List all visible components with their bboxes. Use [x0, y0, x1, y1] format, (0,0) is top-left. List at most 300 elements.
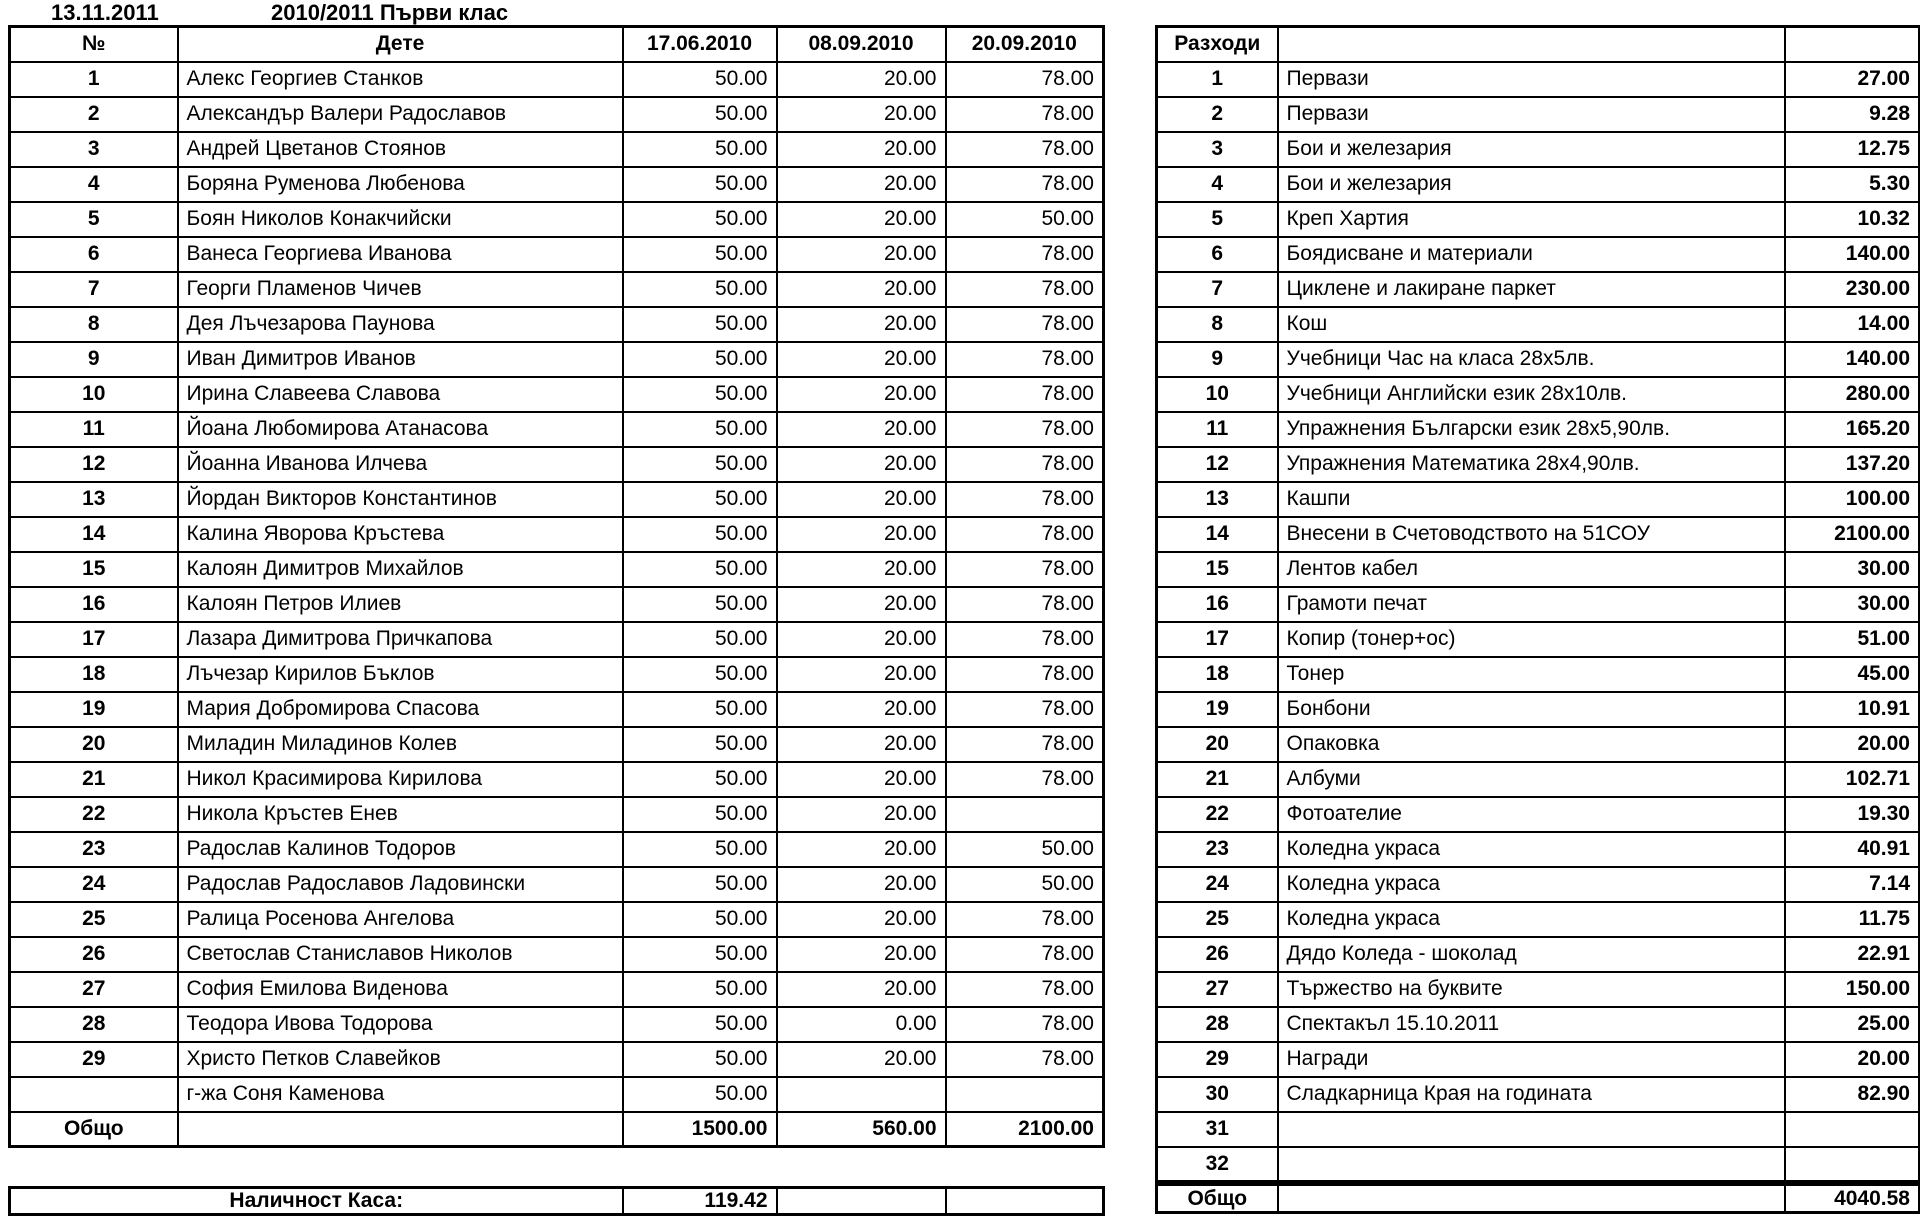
payment-cell-date-3: 78.00 [946, 622, 1104, 657]
payment-cell-date-2: 0.00 [777, 1007, 946, 1042]
expense-amount-cell: 280.00 [1785, 377, 1920, 412]
expense-amount-cell: 30.00 [1785, 587, 1920, 622]
expense-number-cell: 4 [1157, 167, 1278, 202]
payment-cell-date-2: 20.00 [777, 202, 946, 237]
student-number-cell: 27 [10, 972, 178, 1007]
expense-amount-cell: 100.00 [1785, 482, 1920, 517]
expense-amount-cell: 140.00 [1785, 237, 1920, 272]
expense-amount-cell: 10.91 [1785, 692, 1920, 727]
student-name-cell: Йордан Викторов Константинов [178, 482, 623, 517]
payment-cell-date-1: 50.00 [623, 307, 777, 342]
student-row [10, 202, 1104, 237]
expense-description-cell: Кашпи [1278, 482, 1785, 517]
payment-cell-date-2: 20.00 [777, 307, 946, 342]
expense-description-cell: Бои и железария [1278, 132, 1785, 167]
expense-row [1157, 447, 1920, 482]
payment-cell-date-1: 50.00 [623, 552, 777, 587]
expense-amount-cell [1785, 1147, 1920, 1182]
student-name-cell: София Емилова Виденова [178, 972, 623, 1007]
payment-cell-date-1: 50.00 [623, 342, 777, 377]
expense-description-cell: Опаковка [1278, 727, 1785, 762]
student-number-cell: 4 [10, 167, 178, 202]
student-number-cell: 26 [10, 937, 178, 972]
expense-row [1157, 377, 1920, 412]
payment-cell-date-2: 20.00 [777, 622, 946, 657]
payment-cell-date-3: 78.00 [946, 412, 1104, 447]
payment-cell-date-2: 20.00 [777, 482, 946, 517]
payment-cell-date-3: 78.00 [946, 552, 1104, 587]
expense-row [1157, 307, 1920, 342]
student-number-cell: 15 [10, 552, 178, 587]
expense-row [1157, 342, 1920, 377]
student-name-cell: Калоян Петров Илиев [178, 587, 623, 622]
payment-cell-date-3: 78.00 [946, 692, 1104, 727]
payment-cell-date-3: 78.00 [946, 167, 1104, 202]
expense-amount-cell: 30.00 [1785, 552, 1920, 587]
students-header-row [10, 27, 1104, 62]
expense-row [1157, 797, 1920, 832]
student-row [10, 237, 1104, 272]
student-name-cell: Андрей Цветанов Стоянов [178, 132, 623, 167]
page-title: 2010/2011 Първи клас [271, 0, 509, 25]
expense-number-cell: 21 [1157, 762, 1278, 797]
student-name-cell: Калина Яворова Кръстева [178, 517, 623, 552]
expense-description-cell: Внесени в Счетоводството на 51СОУ [1278, 517, 1785, 552]
expense-number-cell: 25 [1157, 902, 1278, 937]
student-row [10, 727, 1104, 762]
student-row [10, 622, 1104, 657]
student-number-cell: 9 [10, 342, 178, 377]
payment-cell-date-1: 50.00 [623, 902, 777, 937]
student-number-cell: 17 [10, 622, 178, 657]
expense-row [1157, 412, 1920, 447]
expense-amount-cell: 10.32 [1785, 202, 1920, 237]
payment-cell-date-1: 50.00 [623, 657, 777, 692]
payment-cell-date-2: 20.00 [777, 517, 946, 552]
student-name-cell: Алекс Георгиев Станков [178, 62, 623, 97]
expense-description-cell: Тонер [1278, 657, 1785, 692]
payment-cell-date-3: 78.00 [946, 902, 1104, 937]
student-row [10, 692, 1104, 727]
expense-description-cell: Албуми [1278, 762, 1785, 797]
student-row [10, 377, 1104, 412]
student-number-cell: 29 [10, 1042, 178, 1077]
student-row [10, 412, 1104, 447]
student-number-cell: 23 [10, 832, 178, 867]
students-total-date-3: 2100.00 [946, 1112, 1104, 1147]
payment-cell-date-2: 20.00 [777, 377, 946, 412]
expense-row [1157, 587, 1920, 622]
col-header-child-name: Дете [178, 27, 623, 62]
payment-cell-date-1: 50.00 [623, 482, 777, 517]
expense-number-cell: 1 [1157, 62, 1278, 97]
expense-number-cell: 11 [1157, 412, 1278, 447]
payment-cell-date-3: 78.00 [946, 517, 1104, 552]
expense-amount-cell: 22.91 [1785, 937, 1920, 972]
expense-number-cell: 7 [1157, 272, 1278, 307]
expense-number-cell: 10 [1157, 377, 1278, 412]
expense-row [1157, 727, 1920, 762]
student-row [10, 762, 1104, 797]
payment-cell-date-3: 78.00 [946, 307, 1104, 342]
expense-amount-cell: 11.75 [1785, 902, 1920, 937]
expense-number-cell: 23 [1157, 832, 1278, 867]
student-row [10, 587, 1104, 622]
expense-description-cell: Первази [1278, 97, 1785, 132]
expense-amount-cell: 7.14 [1785, 867, 1920, 902]
student-number-cell: 10 [10, 377, 178, 412]
expense-number-cell: 15 [1157, 552, 1278, 587]
expenses-header-empty-amount [1785, 27, 1920, 62]
expense-amount-cell: 102.71 [1785, 762, 1920, 797]
expense-description-cell: Упражнения Български език 28х5,90лв. [1278, 412, 1785, 447]
student-row [10, 447, 1104, 482]
expense-number-cell: 14 [1157, 517, 1278, 552]
expense-description-cell: Кош [1278, 307, 1785, 342]
col-header-date-2: 08.09.2010 [777, 27, 946, 62]
payment-cell-date-2: 20.00 [777, 97, 946, 132]
students-total-date-1: 1500.00 [623, 1112, 777, 1147]
student-number-cell: 3 [10, 132, 178, 167]
student-name-cell: Христо Петков Славейков [178, 1042, 623, 1077]
payment-cell-date-3: 78.00 [946, 62, 1104, 97]
student-name-cell: Светослав Станиславов Николов [178, 937, 623, 972]
expense-row [1157, 482, 1920, 517]
student-name-cell: Лъчезар Кирилов Бъклов [178, 657, 623, 692]
expense-number-cell: 30 [1157, 1077, 1278, 1112]
payment-cell-date-3: 78.00 [946, 587, 1104, 622]
expense-description-cell: Дядо Коледа - шоколад [1278, 937, 1785, 972]
student-number-cell: 24 [10, 867, 178, 902]
expense-description-cell: Первази [1278, 62, 1785, 97]
student-name-cell: Мария Добромирова Спасова [178, 692, 623, 727]
student-row [10, 832, 1104, 867]
student-row [10, 132, 1104, 167]
student-number-cell: 11 [10, 412, 178, 447]
expense-row [1157, 762, 1920, 797]
expense-number-cell: 12 [1157, 447, 1278, 482]
student-name-cell: Александър Валери Радославов [178, 97, 623, 132]
expense-number-cell: 28 [1157, 1007, 1278, 1042]
payment-cell-date-2: 20.00 [777, 762, 946, 797]
expense-amount-cell: 230.00 [1785, 272, 1920, 307]
expense-number-cell: 8 [1157, 307, 1278, 342]
expense-amount-cell: 165.20 [1785, 412, 1920, 447]
payment-cell-date-3 [946, 1077, 1104, 1112]
expense-amount-cell: 2100.00 [1785, 517, 1920, 552]
payment-cell-date-2: 20.00 [777, 972, 946, 1007]
payment-cell-date-1: 50.00 [623, 62, 777, 97]
student-number-cell: 14 [10, 517, 178, 552]
student-name-cell: Радослав Радославов Ладовински [178, 867, 623, 902]
student-number-cell: 2 [10, 97, 178, 132]
payment-cell-date-1: 50.00 [623, 377, 777, 412]
payment-cell-date-3: 78.00 [946, 132, 1104, 167]
payment-cell-date-2: 20.00 [777, 1042, 946, 1077]
student-name-cell: Ванеса Георгиева Иванова [178, 237, 623, 272]
student-number-cell: 21 [10, 762, 178, 797]
student-row [10, 482, 1104, 517]
payment-cell-date-1: 50.00 [623, 867, 777, 902]
student-name-cell: Иван Димитров Иванов [178, 342, 623, 377]
expense-amount-cell: 51.00 [1785, 622, 1920, 657]
student-row [10, 62, 1104, 97]
expense-row [1157, 167, 1920, 202]
payment-cell-date-2: 20.00 [777, 132, 946, 167]
student-row [10, 272, 1104, 307]
payment-cell-date-2: 20.00 [777, 797, 946, 832]
expense-number-cell: 13 [1157, 482, 1278, 517]
expense-row [1157, 622, 1920, 657]
expense-row [1157, 97, 1920, 132]
cash-balance-empty-2 [946, 1188, 1104, 1215]
student-name-cell: Миладин Миладинов Колев [178, 727, 623, 762]
expense-amount-cell: 12.75 [1785, 132, 1920, 167]
expense-description-cell: Коледна украса [1278, 867, 1785, 902]
expense-description-cell: Тържество на буквите [1278, 972, 1785, 1007]
expenses-total-empty [1278, 1185, 1785, 1213]
expenses-total-label: Общо [1157, 1185, 1278, 1213]
expense-description-cell: Фотоателие [1278, 797, 1785, 832]
expense-amount-cell: 19.30 [1785, 797, 1920, 832]
payment-cell-date-1: 50.00 [623, 1042, 777, 1077]
cash-balance-row [10, 1188, 1104, 1215]
expense-number-cell: 16 [1157, 587, 1278, 622]
payment-cell-date-3: 78.00 [946, 727, 1104, 762]
payment-cell-date-3: 78.00 [946, 447, 1104, 482]
expense-amount-cell: 9.28 [1785, 97, 1920, 132]
expense-description-cell: Бои и железария [1278, 167, 1785, 202]
expense-number-cell: 29 [1157, 1042, 1278, 1077]
expense-row [1157, 972, 1920, 1007]
expense-row [1157, 202, 1920, 237]
student-number-cell: 16 [10, 587, 178, 622]
student-name-cell: Йоанна Иванова Илчева [178, 447, 623, 482]
expenses-table [1155, 25, 1920, 1183]
student-name-cell: Радослав Калинов Тодоров [178, 832, 623, 867]
student-number-cell: 28 [10, 1007, 178, 1042]
cash-balance-value: 119.42 [623, 1188, 777, 1215]
expense-amount-cell: 45.00 [1785, 657, 1920, 692]
student-row [10, 1007, 1104, 1042]
payment-cell-date-1: 50.00 [623, 937, 777, 972]
payment-cell-date-2: 20.00 [777, 167, 946, 202]
expense-number-cell: 24 [1157, 867, 1278, 902]
expense-number-cell: 20 [1157, 727, 1278, 762]
student-name-cell: Йоана Любомирова Атанасова [178, 412, 623, 447]
payment-cell-date-3: 78.00 [946, 342, 1104, 377]
expense-description-cell: Учебници Час на класа 28х5лв. [1278, 342, 1785, 377]
payment-cell-date-1: 50.00 [623, 167, 777, 202]
student-name-cell: Боян Николов Конакчийски [178, 202, 623, 237]
expense-amount-cell [1785, 1112, 1920, 1147]
expense-amount-cell: 25.00 [1785, 1007, 1920, 1042]
expense-row [1157, 62, 1920, 97]
student-name-cell: Боряна Руменова Любенова [178, 167, 623, 202]
students-total-date-2: 560.00 [777, 1112, 946, 1147]
expense-row [1157, 132, 1920, 167]
payment-cell-date-1: 50.00 [623, 972, 777, 1007]
payment-cell-date-1: 50.00 [623, 587, 777, 622]
student-name-cell: Лазара Димитрова Причкапова [178, 622, 623, 657]
expense-amount-cell: 27.00 [1785, 62, 1920, 97]
payment-cell-date-3: 78.00 [946, 377, 1104, 412]
payment-cell-date-2: 20.00 [777, 657, 946, 692]
expense-description-cell: Циклене и лакиране паркет [1278, 272, 1785, 307]
payment-cell-date-2: 20.00 [777, 62, 946, 97]
expense-number-cell: 2 [1157, 97, 1278, 132]
expense-row [1157, 937, 1920, 972]
payment-cell-date-3: 78.00 [946, 1042, 1104, 1077]
student-row [10, 1042, 1104, 1077]
payment-cell-date-2: 20.00 [777, 902, 946, 937]
payment-cell-date-1: 50.00 [623, 412, 777, 447]
payment-cell-date-3: 50.00 [946, 202, 1104, 237]
expense-amount-cell: 140.00 [1785, 342, 1920, 377]
student-number-cell: 1 [10, 62, 178, 97]
expense-row [1157, 657, 1920, 692]
expense-number-cell: 9 [1157, 342, 1278, 377]
payment-cell-date-1: 50.00 [623, 97, 777, 132]
expense-number-cell: 27 [1157, 972, 1278, 1007]
payment-cell-date-3: 78.00 [946, 937, 1104, 972]
student-number-cell: 5 [10, 202, 178, 237]
expense-number-cell: 6 [1157, 237, 1278, 272]
expense-row [1157, 1112, 1920, 1147]
payment-cell-date-2: 20.00 [777, 342, 946, 377]
payment-cell-date-3: 78.00 [946, 272, 1104, 307]
expense-amount-cell: 14.00 [1785, 307, 1920, 342]
expense-description-cell [1278, 1112, 1785, 1147]
payment-cell-date-1: 50.00 [623, 797, 777, 832]
student-number-cell: 18 [10, 657, 178, 692]
expense-row [1157, 1007, 1920, 1042]
expenses-total-amount: 4040.58 [1785, 1185, 1920, 1213]
payment-cell-date-1: 50.00 [623, 272, 777, 307]
payment-cell-date-1: 50.00 [623, 762, 777, 797]
payment-cell-date-3: 78.00 [946, 657, 1104, 692]
student-number-cell: 20 [10, 727, 178, 762]
expense-amount-cell: 20.00 [1785, 1042, 1920, 1077]
expense-row [1157, 867, 1920, 902]
student-row [10, 797, 1104, 832]
col-header-date-3: 20.09.2010 [946, 27, 1104, 62]
payment-cell-date-2: 20.00 [777, 692, 946, 727]
expenses-total-table [1155, 1183, 1920, 1214]
payment-cell-date-2: 20.00 [777, 832, 946, 867]
student-name-cell: Калоян Димитров Михайлов [178, 552, 623, 587]
expense-row [1157, 517, 1920, 552]
expense-description-cell: Упражнения Математика 28х4,90лв. [1278, 447, 1785, 482]
payment-cell-date-2: 20.00 [777, 447, 946, 482]
expense-amount-cell: 150.00 [1785, 972, 1920, 1007]
student-row [10, 937, 1104, 972]
expense-description-cell: Копир (тонер+ос) [1278, 622, 1785, 657]
student-number-cell: 25 [10, 902, 178, 937]
expense-description-cell: Боядисване и материали [1278, 237, 1785, 272]
expense-amount-cell: 82.90 [1785, 1077, 1920, 1112]
expense-row [1157, 1077, 1920, 1112]
expense-description-cell: Учебници Английски език 28х10лв. [1278, 377, 1785, 412]
payment-cell-date-2: 20.00 [777, 552, 946, 587]
payment-cell-date-1: 50.00 [623, 202, 777, 237]
student-name-cell: Ралица Росенова Ангелова [178, 902, 623, 937]
student-row [10, 552, 1104, 587]
payment-cell-date-1: 50.00 [623, 1007, 777, 1042]
students-total-empty [178, 1112, 623, 1147]
expense-description-cell: Коледна украса [1278, 832, 1785, 867]
student-row [10, 97, 1104, 132]
student-row [10, 972, 1104, 1007]
expense-number-cell: 19 [1157, 692, 1278, 727]
payment-cell-date-2: 20.00 [777, 867, 946, 902]
payment-cell-date-1: 50.00 [623, 517, 777, 552]
student-number-cell: 19 [10, 692, 178, 727]
students-total-label: Общо [10, 1112, 178, 1147]
student-name-cell: Никола Кръстев Енев [178, 797, 623, 832]
report-date: 13.11.2011 [51, 0, 159, 25]
expense-number-cell: 31 [1157, 1112, 1278, 1147]
payment-cell-date-3: 50.00 [946, 867, 1104, 902]
payment-cell-date-3: 78.00 [946, 1007, 1104, 1042]
student-number-cell: 12 [10, 447, 178, 482]
student-number-cell [10, 1077, 178, 1112]
expense-number-cell: 3 [1157, 132, 1278, 167]
student-number-cell: 13 [10, 482, 178, 517]
expense-description-cell: Лентов кабел [1278, 552, 1785, 587]
expense-number-cell: 26 [1157, 937, 1278, 972]
expense-description-cell [1278, 1147, 1785, 1182]
expense-number-cell: 18 [1157, 657, 1278, 692]
expense-number-cell: 22 [1157, 797, 1278, 832]
expenses-total-row [1157, 1185, 1920, 1213]
expense-number-cell: 17 [1157, 622, 1278, 657]
payment-cell-date-1: 50.00 [623, 237, 777, 272]
payment-cell-date-2 [777, 1077, 946, 1112]
expense-description-cell: Креп Хартия [1278, 202, 1785, 237]
students-payments-table [8, 25, 1105, 1148]
student-row [10, 1077, 1104, 1112]
payment-cell-date-1: 50.00 [623, 1077, 777, 1112]
payment-cell-date-3: 50.00 [946, 832, 1104, 867]
student-row [10, 307, 1104, 342]
cash-balance-label: Наличност Каса: [10, 1188, 623, 1215]
expense-description-cell: Коледна украса [1278, 902, 1785, 937]
student-name-cell: Георги Пламенов Чичев [178, 272, 623, 307]
expenses-header-row [1157, 27, 1920, 62]
expenses-header-label: Разходи [1157, 27, 1278, 62]
payment-cell-date-2: 20.00 [777, 937, 946, 972]
student-name-cell: Никол Красимирова Кирилова [178, 762, 623, 797]
student-row [10, 517, 1104, 552]
expense-description-cell: Награди [1278, 1042, 1785, 1077]
student-row [10, 867, 1104, 902]
payment-cell-date-2: 20.00 [777, 727, 946, 762]
expense-amount-cell: 20.00 [1785, 727, 1920, 762]
expense-description-cell: Спектакъл 15.10.2011 [1278, 1007, 1785, 1042]
payment-cell-date-3: 78.00 [946, 972, 1104, 1007]
expense-row [1157, 692, 1920, 727]
payment-cell-date-2: 20.00 [777, 237, 946, 272]
payment-cell-date-3 [946, 797, 1104, 832]
student-number-cell: 8 [10, 307, 178, 342]
payment-cell-date-2: 20.00 [777, 587, 946, 622]
student-name-cell: Дея Лъчезарова Паунова [178, 307, 623, 342]
student-number-cell: 6 [10, 237, 178, 272]
payment-cell-date-3: 78.00 [946, 762, 1104, 797]
cash-balance-empty-1 [777, 1188, 946, 1215]
student-row [10, 342, 1104, 377]
